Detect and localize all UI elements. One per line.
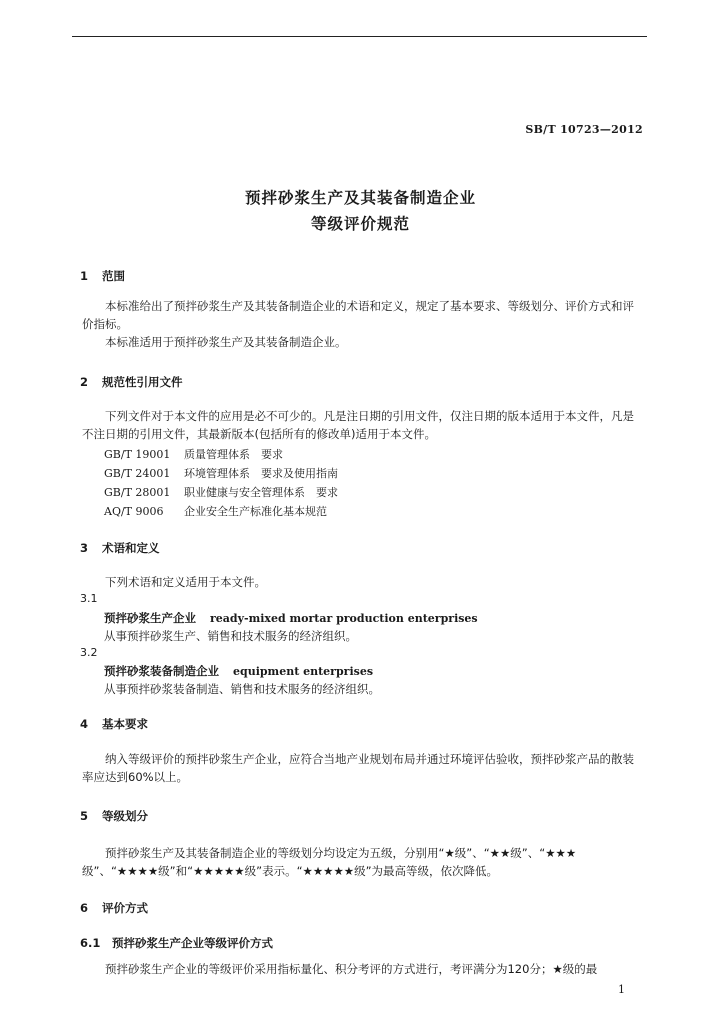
term-definition: 从事预拌砂浆装备制造、销售和技术服务的经济组织。 bbox=[104, 682, 380, 696]
term-entry bbox=[104, 663, 373, 679]
section-number: 2 bbox=[80, 375, 89, 389]
reference-code: GB/T 28001 bbox=[104, 486, 171, 499]
section-heading-6 bbox=[80, 900, 148, 916]
reference-title: 环境管理体系 要求及使用指南 bbox=[184, 467, 338, 480]
reference-item bbox=[104, 484, 338, 500]
term-number: 3.2 bbox=[80, 646, 98, 659]
reference-title: 企业安全生产标准化基本规范 bbox=[184, 505, 327, 518]
term-number: 3.1 bbox=[80, 592, 98, 605]
reference-title: 质量管理体系 要求 bbox=[184, 448, 283, 461]
reference-item bbox=[104, 465, 338, 481]
term-en: equipment enterprises bbox=[233, 665, 374, 678]
section-heading-4 bbox=[80, 716, 148, 732]
document-title-line2: 等级评价规范 bbox=[310, 215, 410, 233]
section-title: 规范性引用文件 bbox=[102, 375, 183, 389]
reference-title: 职业健康与安全管理体系 要求 bbox=[184, 486, 338, 499]
section-title: 评价方式 bbox=[102, 901, 148, 915]
document-title-line1: 预拌砂浆生产及其装备制造企业 bbox=[244, 189, 476, 207]
header-rule bbox=[72, 36, 647, 37]
subsection-number: 6.1 bbox=[80, 936, 101, 950]
reference-item bbox=[104, 503, 327, 519]
term-entry bbox=[104, 610, 478, 626]
section-heading-1 bbox=[80, 268, 125, 284]
term-definition: 从事预拌砂浆生产、销售和技术服务的经济组织。 bbox=[104, 629, 357, 643]
paragraph: 本标准适用于预拌砂浆生产及其装备制造企业。 bbox=[105, 335, 347, 349]
section-heading-3 bbox=[80, 540, 160, 556]
section-title: 范围 bbox=[102, 269, 125, 283]
subsection-title: 预拌砂浆生产企业等级评价方式 bbox=[112, 936, 273, 950]
section-title: 术语和定义 bbox=[102, 541, 160, 555]
standard-code: SB/T 10723—2012 bbox=[525, 123, 643, 136]
subsection-heading-6-1 bbox=[80, 935, 273, 951]
term-zh: 预拌砂浆装备制造企业 bbox=[104, 664, 219, 678]
paragraph: 本标准给出了预拌砂浆生产及其装备制造企业的术语和定义，规定了基本要求、等级划分、评价方式和评价指标。 bbox=[82, 299, 634, 331]
reference-item bbox=[104, 446, 283, 462]
section-title: 等级划分 bbox=[102, 809, 148, 823]
section-number: 4 bbox=[80, 717, 89, 731]
page-number: 1 bbox=[618, 983, 625, 996]
term-zh: 预拌砂浆生产企业 bbox=[104, 611, 196, 625]
paragraph: 纳入等级评价的预拌砂浆生产企业，应符合当地产业规划布局并通过环境评估验收，预拌砂浆产品的散装率应达到60%以上。 bbox=[82, 752, 634, 784]
reference-code: AQ/T 9006 bbox=[104, 505, 164, 518]
section-number: 3 bbox=[80, 541, 89, 555]
reference-code: GB/T 24001 bbox=[104, 467, 171, 480]
term-en: ready-mixed mortar production enterprises bbox=[210, 612, 478, 625]
paragraph: 下列术语和定义适用于本文件。 bbox=[105, 575, 266, 589]
paragraph: 预拌砂浆生产及其装备制造企业的等级划分均设定为五级，分别用“★级”、“★★级”、“★★★级”、“★★★★级”和“★★★★★级”表示。“★★★★★级”为最高等级，依次降低。 bbox=[82, 846, 577, 878]
section-heading-5 bbox=[80, 808, 148, 824]
section-number: 6 bbox=[80, 901, 89, 915]
section-heading-2 bbox=[80, 374, 183, 390]
paragraph: 下列文件对于本文件的应用是必不可少的。凡是注日期的引用文件，仅注日期的版本适用于本文件，凡是不注日期的引用文件，其最新版本(包括所有的修改单)适用于本文件。 bbox=[82, 409, 634, 441]
reference-code: GB/T 19001 bbox=[104, 448, 171, 461]
section-number: 5 bbox=[80, 809, 89, 823]
section-number: 1 bbox=[80, 269, 89, 283]
paragraph: 预拌砂浆生产企业的等级评价采用指标量化、积分考评的方式进行，考评满分为120分；★级的最 bbox=[105, 962, 598, 976]
section-title: 基本要求 bbox=[102, 717, 148, 731]
